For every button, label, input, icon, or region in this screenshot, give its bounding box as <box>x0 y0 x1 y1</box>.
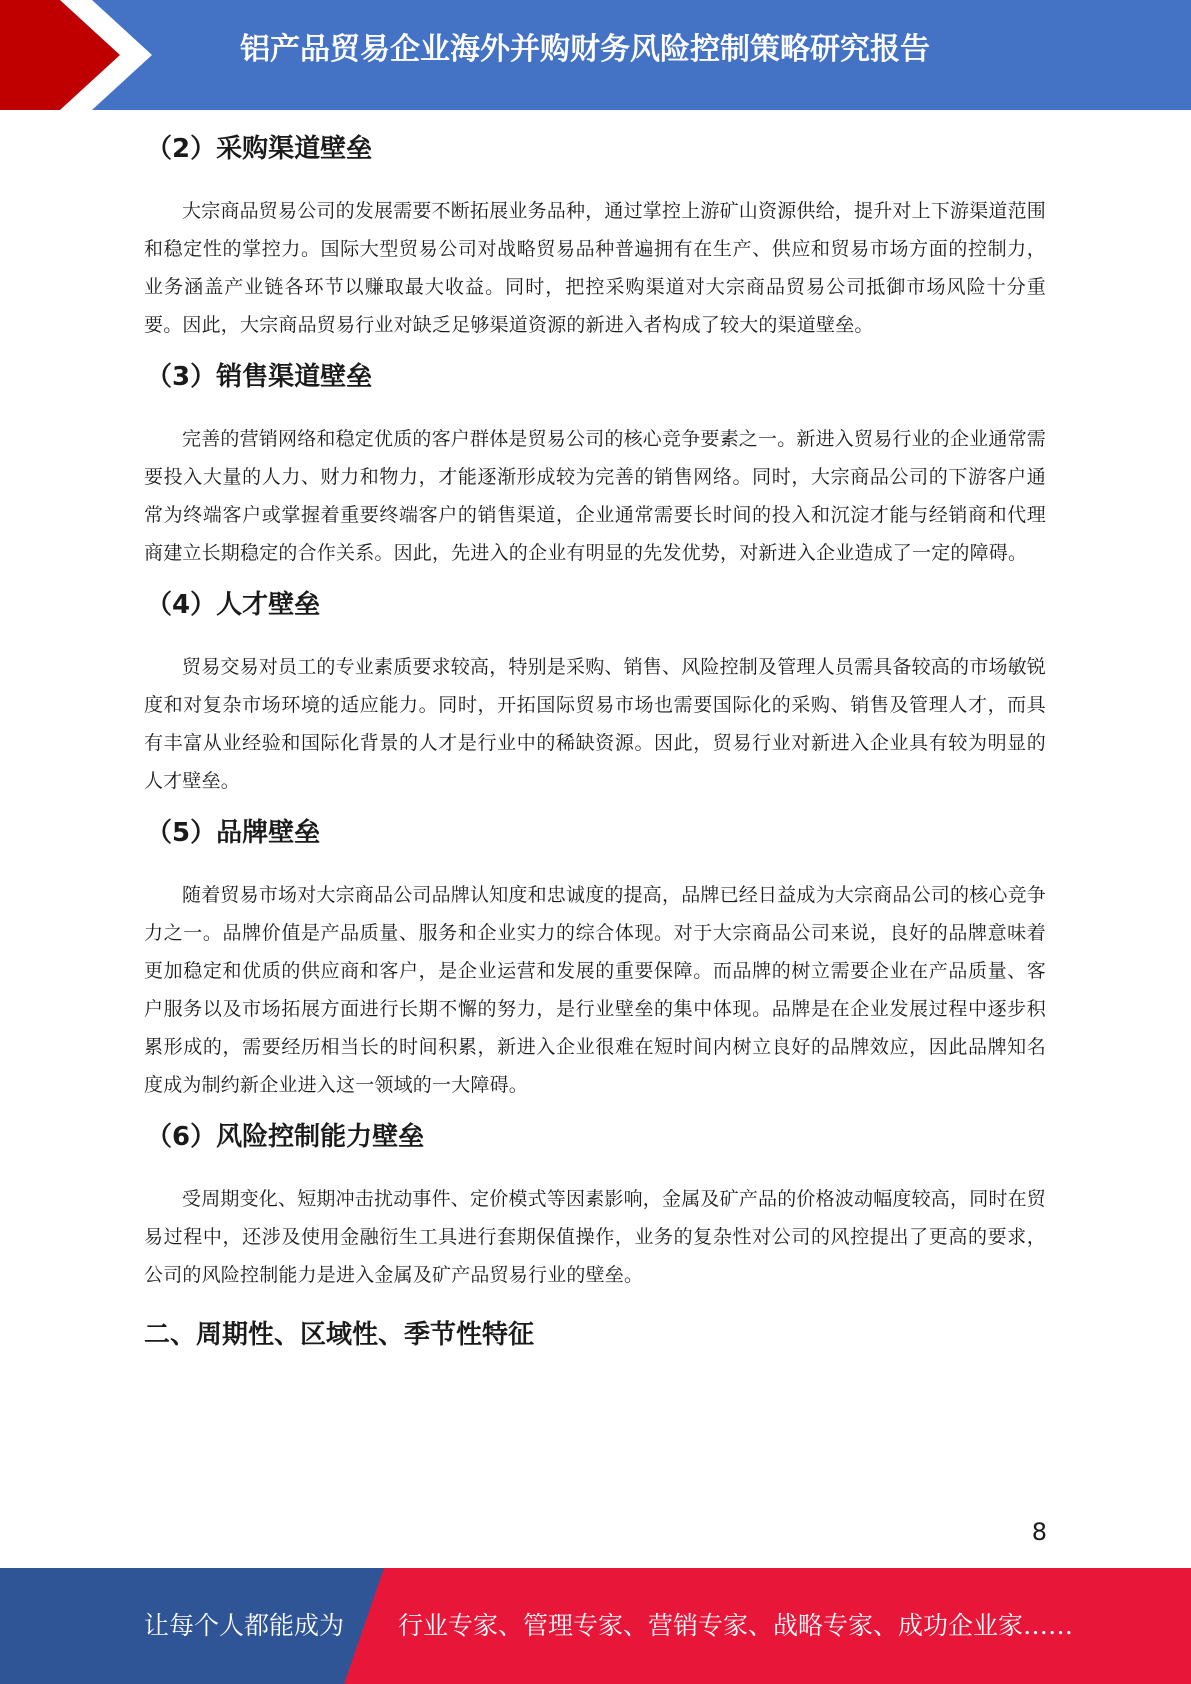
section-brand-barrier <box>144 810 1046 1104</box>
section-heading: （4）人才壁垒 <box>146 590 321 620</box>
section-heading: （6）风险控制能力壁垒 <box>146 1122 425 1152</box>
section-procurement-barrier <box>144 126 1046 344</box>
section-risk-control-barrier <box>144 1114 1046 1294</box>
section-paragraph: 受周期变化、短期冲击扰动事件、定价模式等因素影响，金属及矿产品的价格波动幅度较高，同时在贸易过程中，还涉及使用金融衍生工具进行套期保值操作，业务的复杂性对公司的风控提出了更高的要求，公司的风险控制能力是进入金属及矿产品贸易行业的壁垒。 <box>144 1188 1047 1286</box>
footer-slogan-left: 让每个人都能成为 <box>144 1611 345 1640</box>
section-paragraph: 贸易交易对员工的专业素质要求较高，特别是采购、销售、风险控制及管理人员需具备较高的市场敏锐度和对复杂市场环境的适应能力。同时，开拓国际贸易市场也需要国际化的采购、销售及管理人才，而具有丰富从业经验和国际化背景的人才是行业中的稀缺资源。因此，贸易行业对新进入企业具有较为明显的人才壁垒。 <box>144 656 1047 792</box>
chapter-section-title: 二、周期性、区域性、季节性特征 <box>144 1320 535 1350</box>
section-paragraph: 完善的营销网络和稳定优质的客户群体是贸易公司的核心竞争要素之一。新进入贸易行业的企业通常需要投入大量的人力、财力和物力，才能逐渐形成较为完善的销售网络。同时，大宗商品公司的下游客户通常为终端客户或掌握着重要终端客户的销售渠道，企业通常需要长时间的投入和沉淀才能与经销商和代理商建立长期稳定的合作关系。因此，先进入的企业有明显的先发优势，对新进入企业造成了一定的障碍。 <box>144 428 1047 564</box>
document-body <box>144 126 1046 1358</box>
section-paragraph: 随着贸易市场对大宗商品公司品牌认知度和忠诚度的提高，品牌已经日益成为大宗商品公司的核心竞争力之一。品牌价值是产品质量、服务和企业实力的综合体现。对于大宗商品公司来说，良好的品牌意味着更加稳定和优质的供应商和客户，是企业运营和发展的重要保障。而品牌的树立需要企业在产品质量、客户服务以及市场拓展方面进行长期不懈的努力，是行业壁垒的集中体现。品牌是在企业发展过程中逐步积累形成的，需要经历相当长的时间积累，新进入企业很难在短时间内树立良好的品牌效应，因此品牌知名度成为制约新企业进入这一领域的一大障碍。 <box>144 884 1047 1096</box>
footer-slogan-right: 行业专家、管理专家、营销专家、战略专家、成功企业家…… <box>398 1611 1074 1640</box>
section-heading: （2）采购渠道壁垒 <box>146 134 373 164</box>
page-number: 8 <box>1031 1518 1047 1546</box>
section-heading: （3）销售渠道壁垒 <box>146 362 373 392</box>
section-heading: （5）品牌壁垒 <box>146 818 321 848</box>
page-header <box>0 0 1191 110</box>
page-footer <box>0 1568 1191 1684</box>
section-talent-barrier <box>144 582 1046 800</box>
section-paragraph: 大宗商品贸易公司的发展需要不断拓展业务品种，通过掌控上游矿山资源供给，提升对上下游渠道范围和稳定性的掌控力。国际大型贸易公司对战略贸易品种普遍拥有在生产、供应和贸易市场方面的控制力，业务涵盖产业链各环节以赚取最大收益。同时，把控采购渠道对大宗商品贸易公司抵御市场风险十分重要。因此，大宗商品贸易行业对缺乏足够渠道资源的新进入者构成了较大的渠道壁垒。 <box>144 200 1047 336</box>
section-sales-barrier <box>144 354 1046 572</box>
header-title: 铝产品贸易企业海外并购财务风险控制策略研究报告 <box>240 32 930 67</box>
